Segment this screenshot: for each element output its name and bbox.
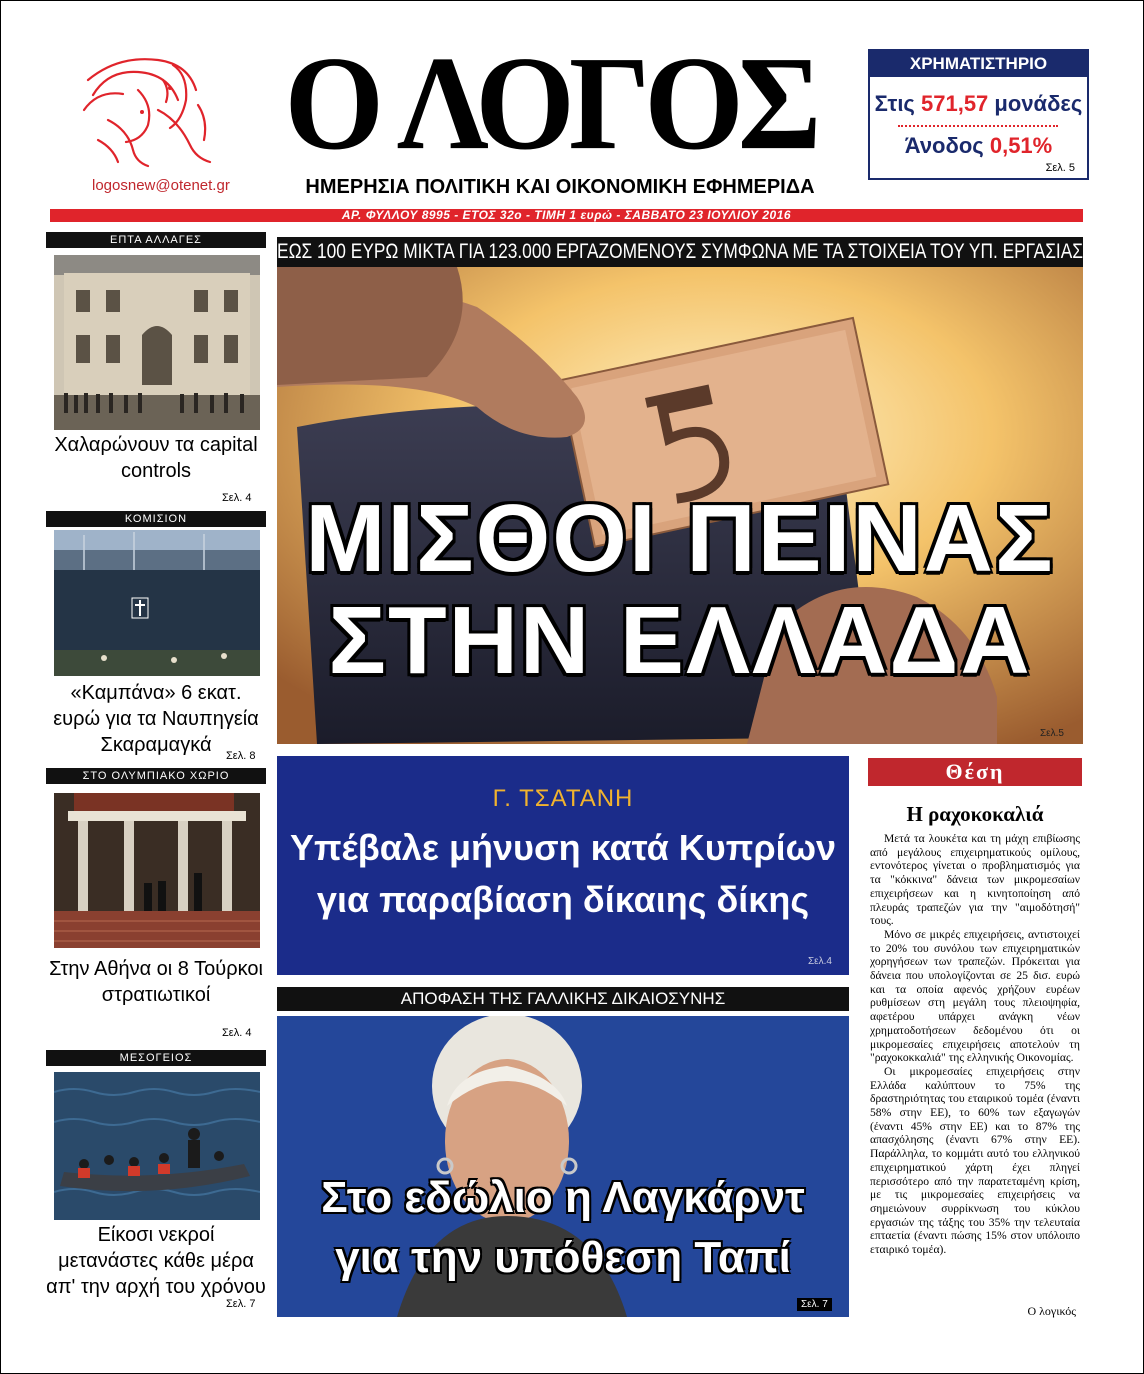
page-reference: Σελ.4 [808, 956, 832, 967]
lead-headline-line-1: ΜΙΣΘΟΙ ΠΕΙΝΑΣ [305, 485, 1055, 592]
olympic-village-photo [54, 793, 260, 948]
stock-index-prefix: Στις [874, 91, 915, 116]
stock-index-suffix: μονάδες [994, 91, 1083, 116]
story-headline-line-1: Στο εδώλιο η Λαγκάρντ [321, 1173, 805, 1222]
sidebar-headline: «Καμπάνα» 6 εκατ. ευρώ για τα Ναυπηγεία Σκαραμαγκά [53, 682, 259, 756]
story-headline-line-1: Υπέβαλε μήνυση κατά Κυπρίων [289, 827, 837, 868]
stock-market-box [868, 49, 1089, 180]
story-headline [277, 1168, 849, 1288]
stock-index-line [870, 91, 1087, 117]
stock-index-value: 571,57 [921, 91, 989, 116]
shipyard-photo [54, 530, 260, 676]
editorial-title: Η ραχοκοκαλιά [906, 802, 1044, 826]
editorial-signature: Ο λογικός [1027, 1304, 1076, 1318]
dotted-divider [898, 125, 1058, 127]
migrant-boat-photo [54, 1072, 260, 1220]
editorial-label: Θέση [945, 759, 1005, 784]
page-reference: Σελ. 8 [226, 750, 256, 762]
stock-change-value: 0,51% [989, 133, 1053, 158]
sidebar-section-label: ΕΠΤΑ ΑΛΛΑΓΕΣ [46, 232, 266, 248]
story-kicker: ΑΠΟΦΑΣΗ ΤΗΣ ΓΑΛΛΙΚΗΣ ΔΙΚΑΙΟΣΥΝΗΣ [277, 987, 849, 1011]
editorial-paragraph: Μετά τα λουκέτα και τη μάχη επιβίωσης από μεγάλους επιχειρηματικούς ομίλους, εντονότερος γίνεται ο προβληματισμός για τα "κόκκινα" δάνεια των μικρομεσαίων επιχειρήσεων και η κινητοποίηση από πλευράς τραπεζών για την "αιμοδότησή" τους. [870, 832, 1080, 928]
issue-info: ΑΡ. ΦΥΛΛΟΥ 8995 - ΕΤΟΣ 32ο - ΤΙΜΗ 1 ευρώ - ΣΑΒΒΑΤΟ 23 ΙΟΥΛΙΟΥ 2016 [341, 208, 792, 222]
sidebar-headline: Στην Αθήνα οι 8 Τούρκοι στρατιωτικοί [49, 958, 263, 1006]
lead-headline-line-2: ΣΤΗΝ ΕΛΛΑΔΑ [328, 587, 1032, 694]
editorial-paragraph: Οι μικρομεσαίες επιχειρήσεις στην Ελλάδα καλύπτουν το 75% της δραστηριότητας του εταιρικού τομέα (έναντι 58% στην ΕΕ), το 60% των εξαγωγών (έναντι 45% στην ΕΕ) και το 87% της απασχόλησης (έναντι 67% στην ΕΕ). Παράλληλα, το κομμάτι αυτό του ελληνικού επιχειρηματικού χάρτη έχει πληγεί περισσότερο από την παρατεταμένη κρίση, με τις μικρομεσαίες επιχειρήσεις να σημειώνουν συρρίκνωση του κύκλου εργασιών της τάξης του 35% την τελευταία επταετία (έναντι πώσης 15% στον υπόλοιπο εταιρικό τομέα). [870, 1064, 1080, 1257]
story-headline-line-2: για την υπόθεση Ταπί [335, 1233, 791, 1282]
page-reference: Σελ. 7 [226, 1298, 256, 1310]
stock-change-line [870, 133, 1087, 159]
story-kicker: Γ. ΤΣΑΤΑΝΗ [492, 785, 634, 812]
story-headline [277, 822, 849, 926]
page-reference: Σελ.5 [1040, 728, 1064, 739]
building-photo [54, 255, 260, 430]
sidebar-section-label: ΣΤΟ ΟΛΥΜΠΙΑΚΟ ΧΩΡΙΟ [46, 768, 266, 784]
newspaper-title: Ο ΛΟΓΟΣ [284, 28, 816, 178]
lead-story-kicker: ΕΩΣ 100 ΕΥΡΩ ΜΙΚΤΑ ΓΙΑ 123.000 ΕΡΓΑΖΟΜΕΝΟΥΣ ΣΥΜΦΩΝΑ ΜΕ ΤΑ ΣΤΟΙΧΕΙΑ ΤΟΥ ΥΠ. ΕΡΓΑΣΙΑΣ [277, 237, 1083, 267]
sidebar-section-label: ΚΟΜΙΣΙΟΝ [46, 511, 266, 527]
stock-change-prefix: Άνοδος [904, 133, 984, 158]
sidebar-headline: Χαλαρώνουν τα capital controls [54, 434, 258, 482]
page-reference: Σελ. 5 [1045, 162, 1075, 174]
sidebar-section-label: ΜΕΣΟΓΕΙΟΣ [46, 1050, 266, 1066]
lead-headline [277, 485, 1083, 694]
editorial-body [870, 832, 1080, 1257]
sidebar-headline: Είκοσι νεκροί μετανάστες κάθε μέρα απ' την αρχή του χρόνου [46, 1224, 266, 1298]
newspaper-logo-emblem [78, 50, 218, 170]
editorial-paragraph: Μόνο σε μικρές επιχειρήσεις, αντιστοιχεί το 20% του συνόλου των επιχειρηματικών χορηγήσεων των τραπεζών. Πρόκειται για δάνεια που υπολογίζονται σε 25 δισ. ευρώ και τα οποία αφενός χρήζουν ευρέων ρυθμίσεων στη μεγάλη τους πλειοψηφία, αφετέρου υπάρχει ανάγκη νέων χρηματοδοτήσεων δεδομένου ότι οι μικρομεσαίες επιχειρήσεις αποτελούν τη "ραχοκοκκαλιά" της ελληνικής Οικονομίας. [870, 927, 1080, 1065]
page-reference: Σελ. 4 [222, 492, 252, 504]
contact-email: logosnew@otenet.gr [92, 177, 230, 194]
page-reference: Σελ. 4 [222, 1027, 252, 1039]
story-headline-line-2: για παραβίαση δίκαιης δίκης [316, 879, 810, 920]
stock-market-heading: ΧΡΗΜΑΤΙΣΤΗΡΙΟ [870, 51, 1087, 77]
newspaper-subtitle: ΗΜΕΡΗΣΙΑ ΠΟΛΙΤΙΚΗ ΚΑΙ ΟΙΚΟΝΟΜΙΚΗ ΕΦΗΜΕΡΙΔΑ [305, 176, 815, 198]
page-reference: Σελ. 7 [797, 1298, 832, 1311]
